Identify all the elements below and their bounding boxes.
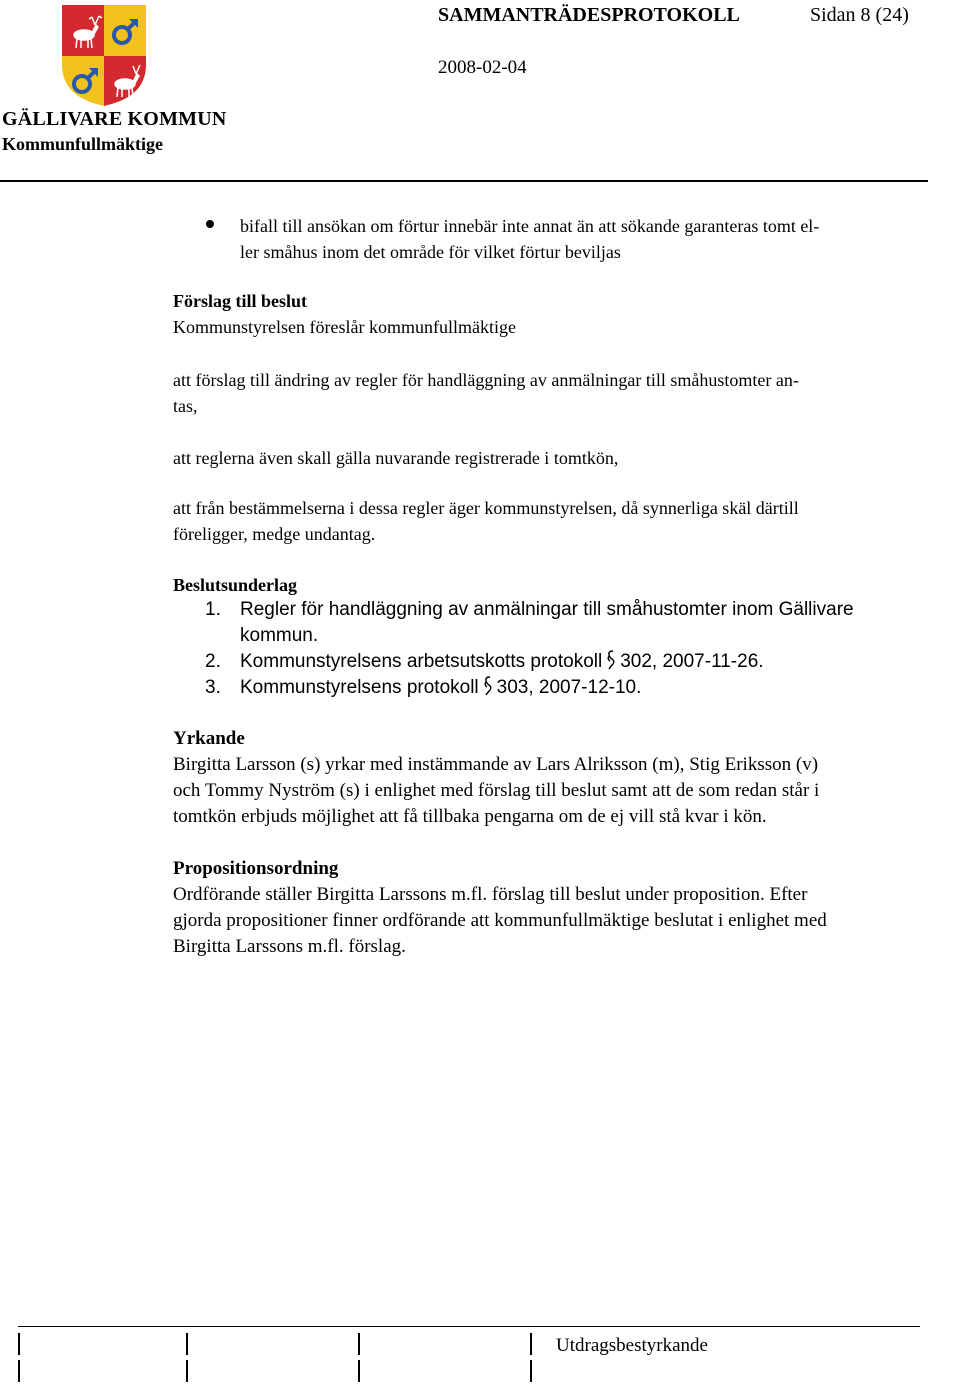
signature-box-divider bbox=[358, 1333, 360, 1355]
text-line: tas, bbox=[173, 396, 198, 416]
signature-box-divider bbox=[186, 1333, 188, 1355]
text-line: Birgitta Larssons m.fl. förslag. bbox=[173, 936, 406, 957]
list-number: 1. bbox=[205, 599, 221, 620]
yrkande-paragraph bbox=[173, 752, 819, 830]
section-heading-propositionsordning: Propositionsordning bbox=[173, 858, 339, 879]
signature-box-divider bbox=[18, 1333, 20, 1355]
document-type-title: SAMMANTRÄDESPROTOKOLL bbox=[438, 4, 740, 26]
text-line: att från bestämmelserna i dessa regler äger kommunstyrelsen, då synnerliga skäl därtill bbox=[173, 498, 799, 518]
reference-title: Kommunstyrelsens protokoll bbox=[240, 677, 479, 698]
text-line: Ordförande ställer Birgitta Larssons m.fl. förslag till beslut under proposition. Efter bbox=[173, 884, 808, 905]
signature-box-divider bbox=[530, 1333, 532, 1355]
bullet-line: bifall till ansökan om förtur innebär inte annat än att sökande garanteras tomt el- bbox=[240, 216, 820, 236]
list-number: 3. bbox=[205, 677, 221, 698]
forslag-intro: Kommunstyrelsen föreslår kommunfullmäktige bbox=[173, 317, 516, 337]
section-heading-beslutsunderlag: Beslutsunderlag bbox=[173, 575, 298, 595]
coat-of-arms-logo bbox=[62, 5, 146, 107]
forslag-paragraph-3 bbox=[173, 495, 799, 547]
text-line: och Tommy Nyström (s) i enlighet med förslag till beslut samt att de som redan står i bbox=[173, 780, 820, 801]
list-text: kommun. bbox=[240, 625, 319, 646]
signature-box-divider bbox=[186, 1360, 188, 1382]
municipality-name: GÄLLIVARE KOMMUN bbox=[2, 108, 227, 130]
list-item bbox=[0, 649, 960, 675]
bullet-icon bbox=[206, 220, 214, 228]
list-item bbox=[0, 675, 960, 701]
section-heading-forslag: Förslag till beslut bbox=[173, 291, 307, 311]
section-sign-icon bbox=[606, 649, 616, 671]
section-heading-yrkande: Yrkande bbox=[173, 728, 245, 749]
signature-box-divider bbox=[530, 1360, 532, 1382]
attestation-label: Utdragsbestyrkande bbox=[556, 1335, 708, 1356]
forslag-paragraph-1 bbox=[173, 367, 799, 419]
signature-box-divider bbox=[358, 1360, 360, 1382]
reference-title: Kommunstyrelsens arbetsutskotts protokoll bbox=[240, 651, 603, 672]
reference-list bbox=[0, 597, 960, 701]
list-item bbox=[0, 597, 960, 649]
propositionsordning-paragraph bbox=[173, 882, 827, 960]
council-name: Kommunfullmäktige bbox=[2, 134, 164, 154]
reference-number: 303, 2007-12-10. bbox=[496, 677, 642, 698]
section-sign-icon bbox=[483, 675, 493, 697]
header-divider bbox=[0, 180, 928, 182]
text-line: att förslag till ändring av regler för handläggning av anmälningar till småhustomter an- bbox=[173, 370, 799, 390]
list-text: Regler för handläggning av anmälningar till småhustomter inom Gällivare bbox=[240, 599, 854, 620]
bullet-line: ler småhus inom det område för vilket förtur beviljas bbox=[240, 242, 621, 262]
reference-number: 302, 2007-11-26. bbox=[620, 651, 764, 672]
forslag-paragraph-2: att reglerna även skall gälla nuvarande registrerade i tomtkön, bbox=[173, 448, 619, 468]
list-text bbox=[240, 649, 764, 675]
list-number: 2. bbox=[205, 651, 221, 672]
list-text bbox=[240, 675, 641, 701]
page-indicator: Sidan 8 (24) bbox=[810, 4, 909, 26]
signature-box-divider bbox=[18, 1360, 20, 1382]
bullet-text bbox=[240, 213, 952, 265]
text-line: tomtkön erbjuds möjlighet att få tillbaka pengarna om de ej vill stå kvar i kön. bbox=[173, 806, 767, 827]
text-line: föreligger, medge undantag. bbox=[173, 524, 376, 544]
text-line: gjorda propositioner finner ordförande att kommunfullmäktige beslutat i enlighet med bbox=[173, 910, 827, 931]
meeting-date: 2008-02-04 bbox=[438, 57, 527, 78]
footer-divider bbox=[18, 1326, 920, 1327]
text-line: Birgitta Larsson (s) yrkar med instämmande av Lars Alriksson (m), Stig Eriksson (v) bbox=[173, 754, 819, 775]
